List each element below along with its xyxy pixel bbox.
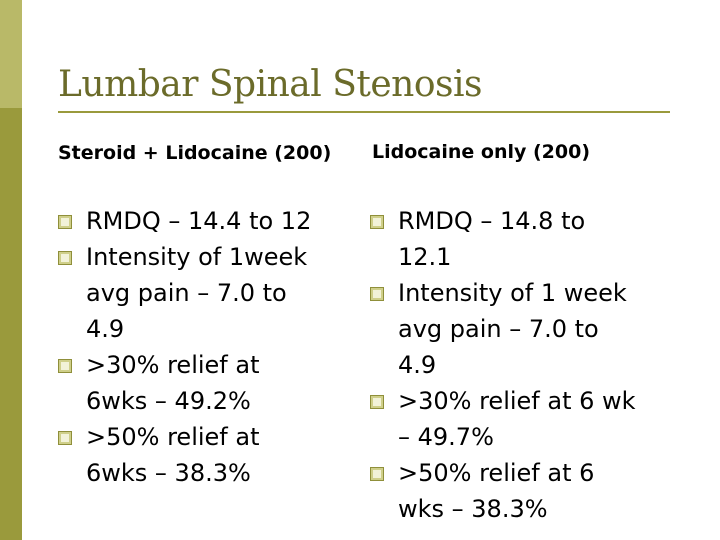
bullet-text: Intensity of 1week avg pain – 7.0 to 4.9: [86, 243, 308, 343]
bullet-item: [58, 347, 328, 419]
bullet-item: [370, 455, 640, 527]
square-bullet-icon: [370, 395, 384, 409]
bullet-text: RMDQ – 14.8 to 12.1: [398, 207, 586, 271]
title-underline: [58, 111, 670, 113]
bullet-item: [58, 239, 328, 347]
square-bullet-icon: [370, 215, 384, 229]
right-bullet-list: [370, 203, 640, 527]
side-accent-bar-top: [0, 0, 22, 108]
right-column-header: Lidocaine only (200): [372, 141, 591, 163]
bullet-item: [370, 275, 640, 383]
slide-title: Lumbar Spinal Stenosis: [58, 64, 482, 105]
square-bullet-icon: [58, 251, 72, 265]
bullet-text: Intensity of 1 week avg pain – 7.0 to 4.9: [398, 279, 627, 379]
square-bullet-icon: [58, 215, 72, 229]
bullet-text: >30% relief at 6 wk – 49.7%: [398, 387, 636, 451]
bullet-text: RMDQ – 14.4 to 12: [86, 207, 312, 235]
square-bullet-icon: [370, 467, 384, 481]
square-bullet-icon: [58, 431, 72, 445]
bullet-text: >50% relief at 6 wks – 38.3%: [398, 459, 595, 523]
left-column-header: Steroid + Lidocaine (200): [58, 142, 332, 164]
bullet-item: [58, 419, 328, 491]
bullet-item: [370, 383, 640, 455]
bullet-item: [370, 203, 640, 275]
bullet-item: [58, 203, 328, 239]
bullet-text: >30% relief at 6wks – 49.2%: [86, 351, 260, 415]
left-bullet-list: [58, 203, 328, 491]
bullet-text: >50% relief at 6wks – 38.3%: [86, 423, 260, 487]
square-bullet-icon: [58, 359, 72, 373]
square-bullet-icon: [370, 287, 384, 301]
